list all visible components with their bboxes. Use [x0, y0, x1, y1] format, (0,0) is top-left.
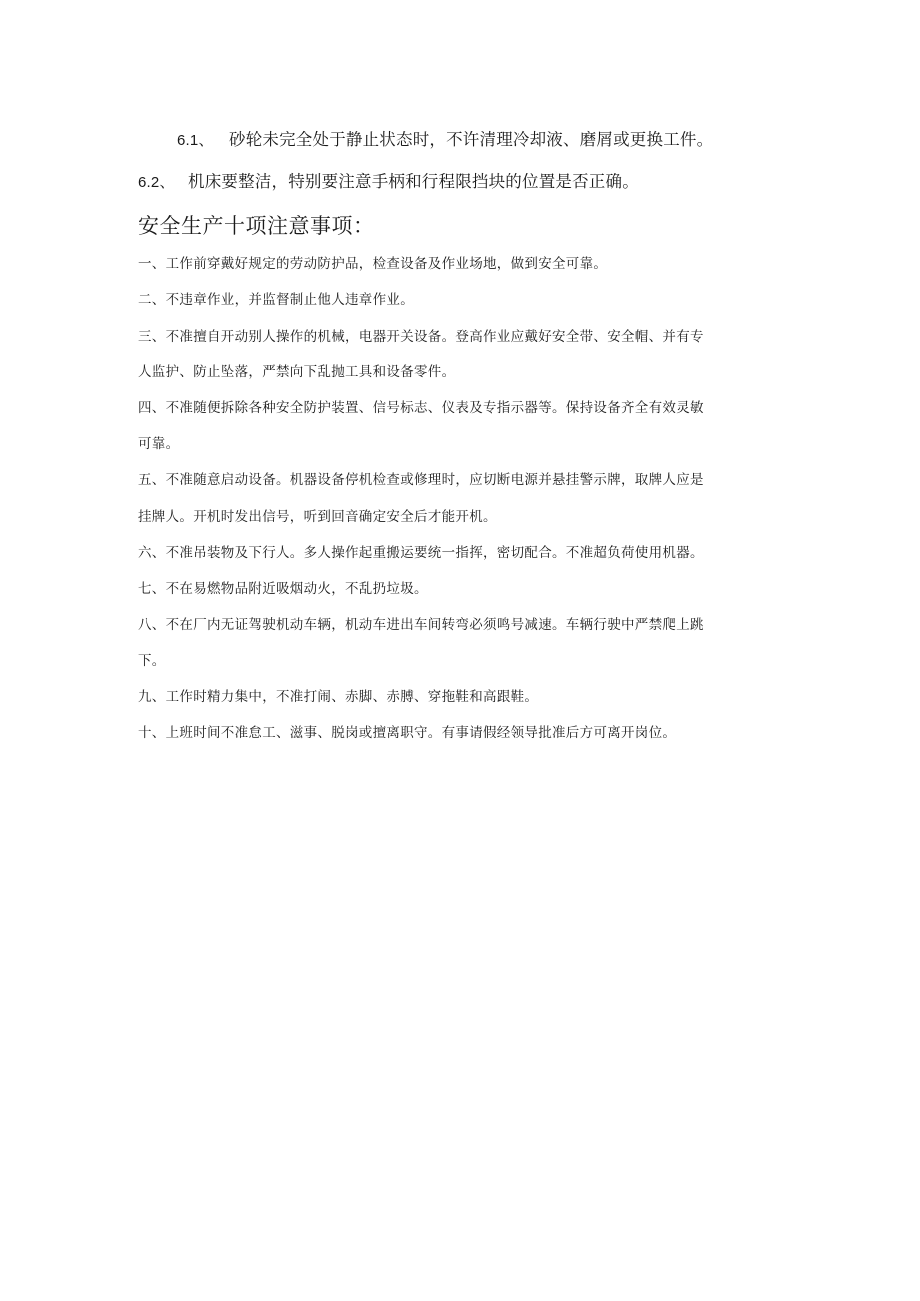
section-6-1 — [177, 132, 713, 149]
rule-line: 三、不准擅自开动别人操作的机械，电器开关设备。登高作业应戴好安全带、安全帽、并有专 — [138, 329, 704, 345]
rule-line: 八、不在厂内无证驾驶机动车辆，机动车进出车间转弯必须鸣号减速。车辆行驶中严禁爬上跳 — [138, 617, 704, 633]
rule-line: 可靠。 — [138, 436, 180, 452]
rule-line: 六、不准吊装物及下行人。多人操作起重搬运要统一指挥，密切配合。不准超负荷使用机器。 — [138, 545, 704, 561]
rule-line: 九、工作时精力集中，不准打闹、赤脚、赤膊、穿拖鞋和高跟鞋。 — [138, 689, 539, 705]
rule-line: 下。 — [138, 653, 166, 669]
section-text: 砂轮未完全处于静止状态时，不许清理冷却液、磨屑或更换工件。 — [229, 130, 714, 149]
section-6-2 — [138, 174, 639, 191]
section-number: 6.2、 — [138, 174, 175, 191]
rule-line: 七、不在易燃物品附近吸烟动火，不乱扔垃圾。 — [138, 581, 428, 597]
safety-rules-heading: 安全生产十项注意事项： — [138, 214, 375, 238]
section-text: 机床要整洁，特别要注意手柄和行程限挡块的位置是否正确。 — [188, 172, 639, 191]
rule-line: 十、上班时间不准怠工、滋事、脱岗或擅离职守。有事请假经领导批准后方可离开岗位。 — [138, 725, 677, 741]
rule-line: 挂牌人。开机时发出信号，听到回音确定安全后才能开机。 — [138, 509, 497, 525]
rule-line: 人监护、防止坠落，严禁向下乱抛工具和设备零件。 — [138, 364, 456, 380]
rule-line: 四、不准随便拆除各种安全防护装置、信号标志、仪表及专指示器等。保持设备齐全有效灵敏 — [138, 400, 704, 416]
section-number: 6.1、 — [177, 132, 214, 149]
rule-line: 五、不准随意启动设备。机器设备停机检查或修理时，应切断电源并悬挂警示牌，取牌人应是 — [138, 472, 704, 488]
rule-line: 二、不违章作业，并监督制止他人违章作业。 — [138, 292, 414, 308]
rule-line: 一、工作前穿戴好规定的劳动防护品，检查设备及作业场地，做到安全可靠。 — [138, 256, 608, 272]
